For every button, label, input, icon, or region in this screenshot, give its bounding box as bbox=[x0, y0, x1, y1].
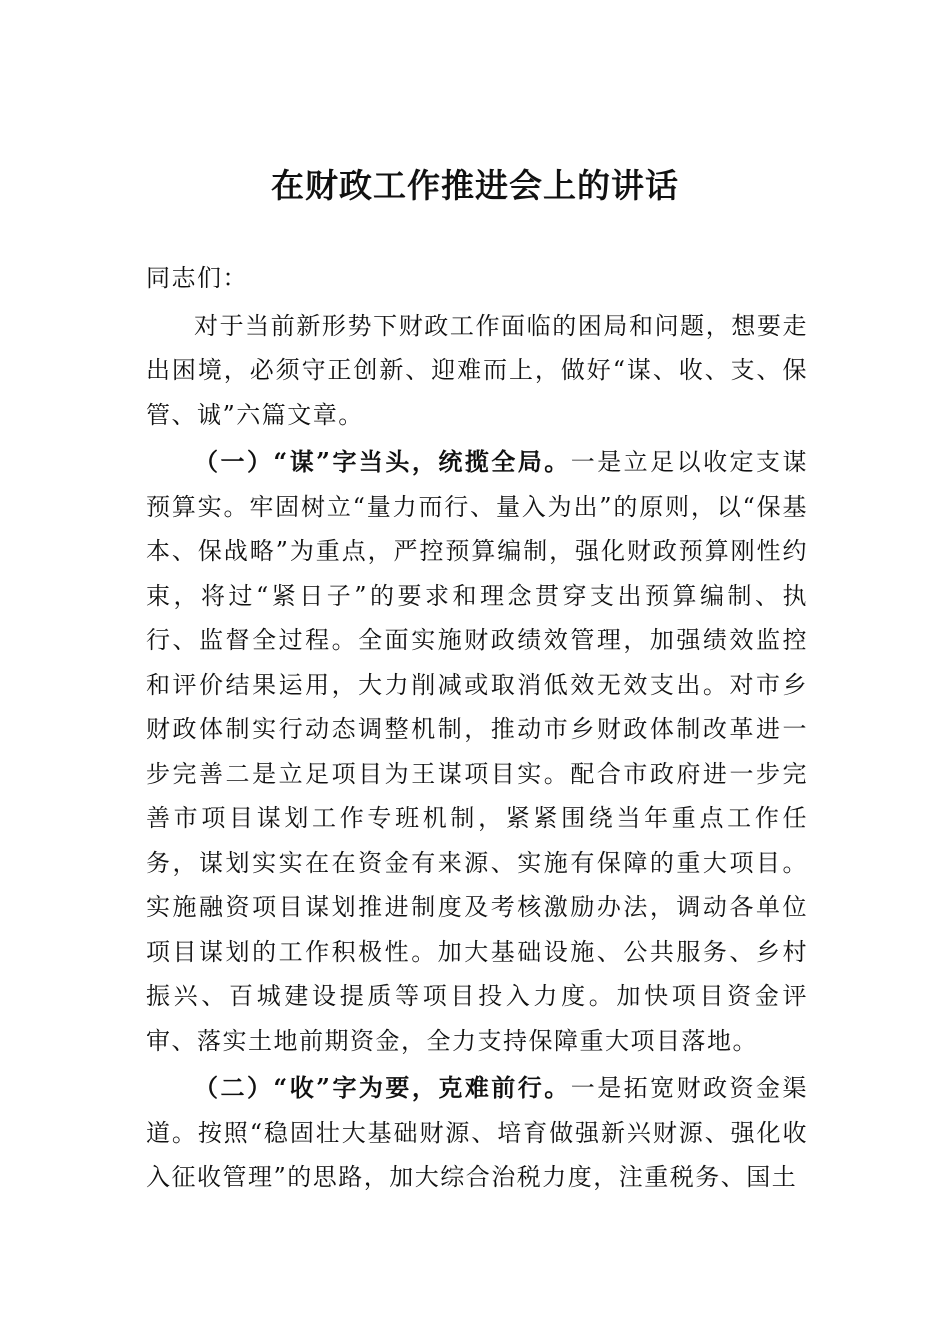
section-2-heading: （二）“收”字为要，克难前行。 bbox=[194, 1073, 571, 1102]
document-title: 在财政工作推进会上的讲话 bbox=[271, 166, 679, 205]
section-2-body: 一是拓宽财政资金渠道。按照“稳固壮大基础财源、培育做强新兴财源、强化收入征收管理”的思路，加大综合治税力度，注重税务、国土 bbox=[146, 1074, 809, 1191]
intro-paragraph: 对于当前新形势下财政工作面临的困局和问题，想要走出困境，必须守正创新、迎难而上，做好“谋、收、支、保管、诚”六篇文章。 bbox=[146, 311, 808, 429]
section-1-body: 一是立足以收定支谋预算实。牢固树立“量力而行、量入为出”的原则，以“保基本、保战略”为重点，严控预算编制，强化财政预算刚性约束，将过“紧日子”的要求和理念贯穿支出预算编制、执行、监督全过程。全面实施财政绩效管理，加强绩效监控和评价结果运用，大力削减或取消低效无效支出。对市乡财政体制实行动态调整机制，推动市乡财政体制改革进一步完善二是立足项目为王谋项目实。配合市政府进一步完善市项目谋划工作专班机制，紧紧围绕当年重点工作任务，谋划实实在在资金有来源、实施有保障的重大项目。实施融资项目谋划推进制度及考核激励办法，调动各单位项目谋划的工作积极性。加大基础设施、公共服务、乡村振兴、百城建设提质等项目投入力度。加快项目资金评审、落实土地前期资金，全力支持保障重大项目落地。 bbox=[146, 448, 809, 1055]
section-2-paragraph bbox=[146, 1066, 808, 1200]
section-1-heading: （一）“谋”字当头，统揽全局。 bbox=[194, 447, 571, 476]
section-1-paragraph bbox=[146, 440, 808, 1063]
document-body bbox=[146, 256, 808, 1203]
salutation: 同志们： bbox=[146, 264, 248, 292]
